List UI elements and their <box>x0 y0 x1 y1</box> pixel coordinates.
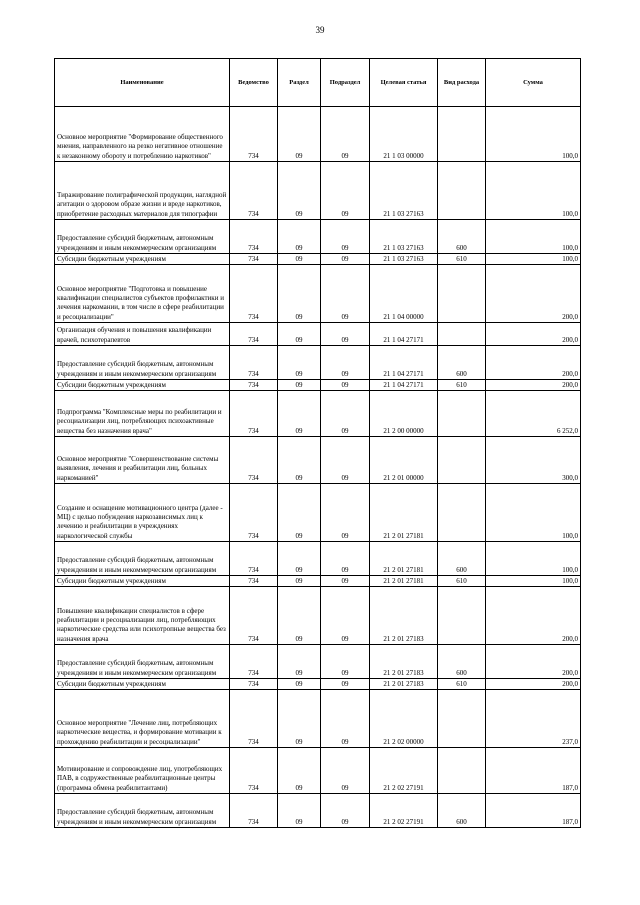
row-name: Повышение квалификации специалистов в сфере реабилитации и ресоциализации лиц, потребляющих наркотические средства или психотропные вещества без назначения врача <box>55 587 230 645</box>
row-name: Субсидии бюджетным учреждениям <box>55 679 230 690</box>
row-ved: 734 <box>230 484 278 542</box>
row-vr: 600 <box>438 542 486 576</box>
row-vr <box>438 323 486 346</box>
table-row <box>55 254 581 265</box>
table-row <box>55 220 581 254</box>
header-name: Наименование <box>55 59 230 107</box>
row-ved: 734 <box>230 380 278 391</box>
row-sum: 300,0 <box>486 437 581 484</box>
row-cs: 21 1 04 27171 <box>370 323 438 346</box>
row-cs: 21 2 02 27191 <box>370 794 438 828</box>
row-ved: 734 <box>230 162 278 220</box>
row-name: Предоставление субсидий бюджетным, автономным учреждениям и иным некоммерческим организациям <box>55 220 230 254</box>
row-cs: 21 1 03 27163 <box>370 254 438 265</box>
row-vr <box>438 484 486 542</box>
row-name: Организация обучения и повышения квалификации врачей, психотерапевтов <box>55 323 230 346</box>
row-razdel: 09 <box>278 484 321 542</box>
row-vr: 600 <box>438 220 486 254</box>
row-vr <box>438 690 486 748</box>
header-ved: Ведомство <box>230 59 278 107</box>
row-vr <box>438 748 486 794</box>
header-sum: Сумма <box>486 59 581 107</box>
row-podrazdel: 09 <box>321 437 370 484</box>
page-number: 39 <box>315 25 325 35</box>
row-cs: 21 2 01 27181 <box>370 576 438 587</box>
row-name: Подпрограмма "Комплексные меры по реабилитации и ресоциализации лиц, потребляющих психоактивные вещества без назначения врача" <box>55 391 230 437</box>
row-sum: 187,0 <box>486 748 581 794</box>
row-vr: 610 <box>438 576 486 587</box>
row-name: Основное мероприятие "Совершенствование системы выявления, лечения и реабилитации лиц, больных наркоманией" <box>55 437 230 484</box>
table-header-row <box>55 59 581 107</box>
row-name: Мотивирование и сопровождение лиц, употребляющих ПАВ, в содружественные реабилитационные центры (программа обмена реабилитантами) <box>55 748 230 794</box>
row-cs: 21 1 03 27163 <box>370 162 438 220</box>
row-podrazdel: 09 <box>321 587 370 645</box>
row-ved: 734 <box>230 794 278 828</box>
row-razdel: 09 <box>278 346 321 380</box>
row-vr: 610 <box>438 679 486 690</box>
row-razdel: 09 <box>278 162 321 220</box>
row-sum: 100,0 <box>486 484 581 542</box>
row-name: Субсидии бюджетным учреждениям <box>55 380 230 391</box>
row-name: Предоставление субсидий бюджетным, автономным учреждениям и иным некоммерческим организациям <box>55 346 230 380</box>
row-name: Основное мероприятие "Формирование общественного мнения, направленного на резко негативное отношение к незаконному обороту и потреблению наркотиков" <box>55 107 230 162</box>
row-ved: 734 <box>230 679 278 690</box>
header-razdel: Раздел <box>278 59 321 107</box>
table-row <box>55 690 581 748</box>
row-ved: 734 <box>230 107 278 162</box>
row-name: Основное мероприятие "Подготовка и повышение квалификации специалистов субъектов профилактики и лечения наркомании, в том числе в сфере реабилитации и ресоциализации" <box>55 265 230 323</box>
table-row <box>55 265 581 323</box>
row-vr <box>438 265 486 323</box>
table-row <box>55 748 581 794</box>
row-name: Субсидии бюджетным учреждениям <box>55 576 230 587</box>
row-ved: 734 <box>230 254 278 265</box>
row-cs: 21 1 04 27171 <box>370 346 438 380</box>
row-sum: 200,0 <box>486 265 581 323</box>
row-podrazdel: 09 <box>321 794 370 828</box>
row-razdel: 09 <box>278 576 321 587</box>
row-cs: 21 1 04 27171 <box>370 380 438 391</box>
row-podrazdel: 09 <box>321 346 370 380</box>
row-ved: 734 <box>230 437 278 484</box>
row-ved: 734 <box>230 220 278 254</box>
table-row <box>55 346 581 380</box>
table-row <box>55 107 581 162</box>
row-sum: 200,0 <box>486 380 581 391</box>
row-cs: 21 2 01 27183 <box>370 679 438 690</box>
table-row <box>55 542 581 576</box>
row-sum: 200,0 <box>486 323 581 346</box>
row-cs: 21 2 01 27183 <box>370 645 438 679</box>
row-sum: 187,0 <box>486 794 581 828</box>
row-sum: 200,0 <box>486 346 581 380</box>
row-podrazdel: 09 <box>321 542 370 576</box>
row-name: Предоставление субсидий бюджетным, автономным учреждениям и иным некоммерческим организациям <box>55 794 230 828</box>
row-ved: 734 <box>230 645 278 679</box>
row-razdel: 09 <box>278 679 321 690</box>
row-ved: 734 <box>230 748 278 794</box>
row-vr: 600 <box>438 794 486 828</box>
row-sum: 100,0 <box>486 220 581 254</box>
row-razdel: 09 <box>278 437 321 484</box>
row-razdel: 09 <box>278 380 321 391</box>
table-row <box>55 437 581 484</box>
row-vr: 610 <box>438 380 486 391</box>
row-sum: 100,0 <box>486 542 581 576</box>
row-podrazdel: 09 <box>321 254 370 265</box>
row-vr: 600 <box>438 346 486 380</box>
row-name: Субсидии бюджетным учреждениям <box>55 254 230 265</box>
row-vr: 610 <box>438 254 486 265</box>
row-podrazdel: 09 <box>321 380 370 391</box>
header-cs: Целевая статья <box>370 59 438 107</box>
row-podrazdel: 09 <box>321 265 370 323</box>
table-row <box>55 587 581 645</box>
header-podrazdel: Подраздел <box>321 59 370 107</box>
row-podrazdel: 09 <box>321 107 370 162</box>
row-name: Предоставление субсидий бюджетным, автономным учреждениям и иным некоммерческим организациям <box>55 645 230 679</box>
row-cs: 21 1 04 00000 <box>370 265 438 323</box>
row-sum: 100,0 <box>486 576 581 587</box>
header-vr: Вид расхода <box>438 59 486 107</box>
row-cs: 21 2 02 00000 <box>370 690 438 748</box>
budget-table <box>54 58 581 828</box>
row-sum: 200,0 <box>486 645 581 679</box>
row-podrazdel: 09 <box>321 690 370 748</box>
row-sum: 100,0 <box>486 254 581 265</box>
row-razdel: 09 <box>278 265 321 323</box>
row-name: Создание и оснащение мотивационного центра (далее - МЦ) с целью побуждения наркозависимых лиц к лечению и реабилитации в учреждениях наркологической службы <box>55 484 230 542</box>
row-podrazdel: 09 <box>321 484 370 542</box>
row-podrazdel: 09 <box>321 748 370 794</box>
row-ved: 734 <box>230 265 278 323</box>
row-cs: 21 2 01 27181 <box>370 542 438 576</box>
table-row <box>55 380 581 391</box>
row-ved: 734 <box>230 323 278 346</box>
row-podrazdel: 09 <box>321 162 370 220</box>
row-vr <box>438 107 486 162</box>
row-podrazdel: 09 <box>321 391 370 437</box>
row-sum: 6 252,0 <box>486 391 581 437</box>
table-row <box>55 794 581 828</box>
row-sum: 100,0 <box>486 107 581 162</box>
row-name: Основное мероприятие "Лечение лиц, потребляющих наркотические вещества, и формирование мотивации к прохождению реабилитации и ресоциализации" <box>55 690 230 748</box>
row-cs: 21 2 01 27181 <box>370 484 438 542</box>
row-ved: 734 <box>230 576 278 587</box>
row-name: Тиражирование полиграфической продукции, наглядной агитации о здоровом образе жизни и вреде наркотиков, приобретение расходных материалов для типографии <box>55 162 230 220</box>
row-razdel: 09 <box>278 690 321 748</box>
row-razdel: 09 <box>278 542 321 576</box>
row-ved: 734 <box>230 346 278 380</box>
row-vr <box>438 437 486 484</box>
row-razdel: 09 <box>278 107 321 162</box>
row-vr <box>438 587 486 645</box>
row-cs: 21 2 01 00000 <box>370 437 438 484</box>
row-cs: 21 2 01 27183 <box>370 587 438 645</box>
row-podrazdel: 09 <box>321 323 370 346</box>
row-podrazdel: 09 <box>321 679 370 690</box>
table-row <box>55 679 581 690</box>
row-sum: 237,0 <box>486 690 581 748</box>
table-row <box>55 645 581 679</box>
row-vr <box>438 162 486 220</box>
row-razdel: 09 <box>278 323 321 346</box>
row-razdel: 09 <box>278 220 321 254</box>
table-row <box>55 162 581 220</box>
table-row <box>55 391 581 437</box>
row-name: Предоставление субсидий бюджетным, автономным учреждениям и иным некоммерческим организациям <box>55 542 230 576</box>
row-razdel: 09 <box>278 794 321 828</box>
row-vr: 600 <box>438 645 486 679</box>
row-ved: 734 <box>230 542 278 576</box>
row-podrazdel: 09 <box>321 576 370 587</box>
row-razdel: 09 <box>278 254 321 265</box>
table-row <box>55 576 581 587</box>
row-ved: 734 <box>230 690 278 748</box>
row-cs: 21 1 03 00000 <box>370 107 438 162</box>
table-row <box>55 484 581 542</box>
row-cs: 21 1 03 27163 <box>370 220 438 254</box>
row-razdel: 09 <box>278 748 321 794</box>
row-sum: 200,0 <box>486 679 581 690</box>
row-ved: 734 <box>230 587 278 645</box>
row-sum: 100,0 <box>486 162 581 220</box>
row-sum: 200,0 <box>486 587 581 645</box>
row-razdel: 09 <box>278 391 321 437</box>
row-cs: 21 2 02 27191 <box>370 748 438 794</box>
row-razdel: 09 <box>278 587 321 645</box>
row-podrazdel: 09 <box>321 220 370 254</box>
table-row <box>55 323 581 346</box>
row-razdel: 09 <box>278 645 321 679</box>
row-cs: 21 2 00 00000 <box>370 391 438 437</box>
row-vr <box>438 391 486 437</box>
row-podrazdel: 09 <box>321 645 370 679</box>
row-ved: 734 <box>230 391 278 437</box>
